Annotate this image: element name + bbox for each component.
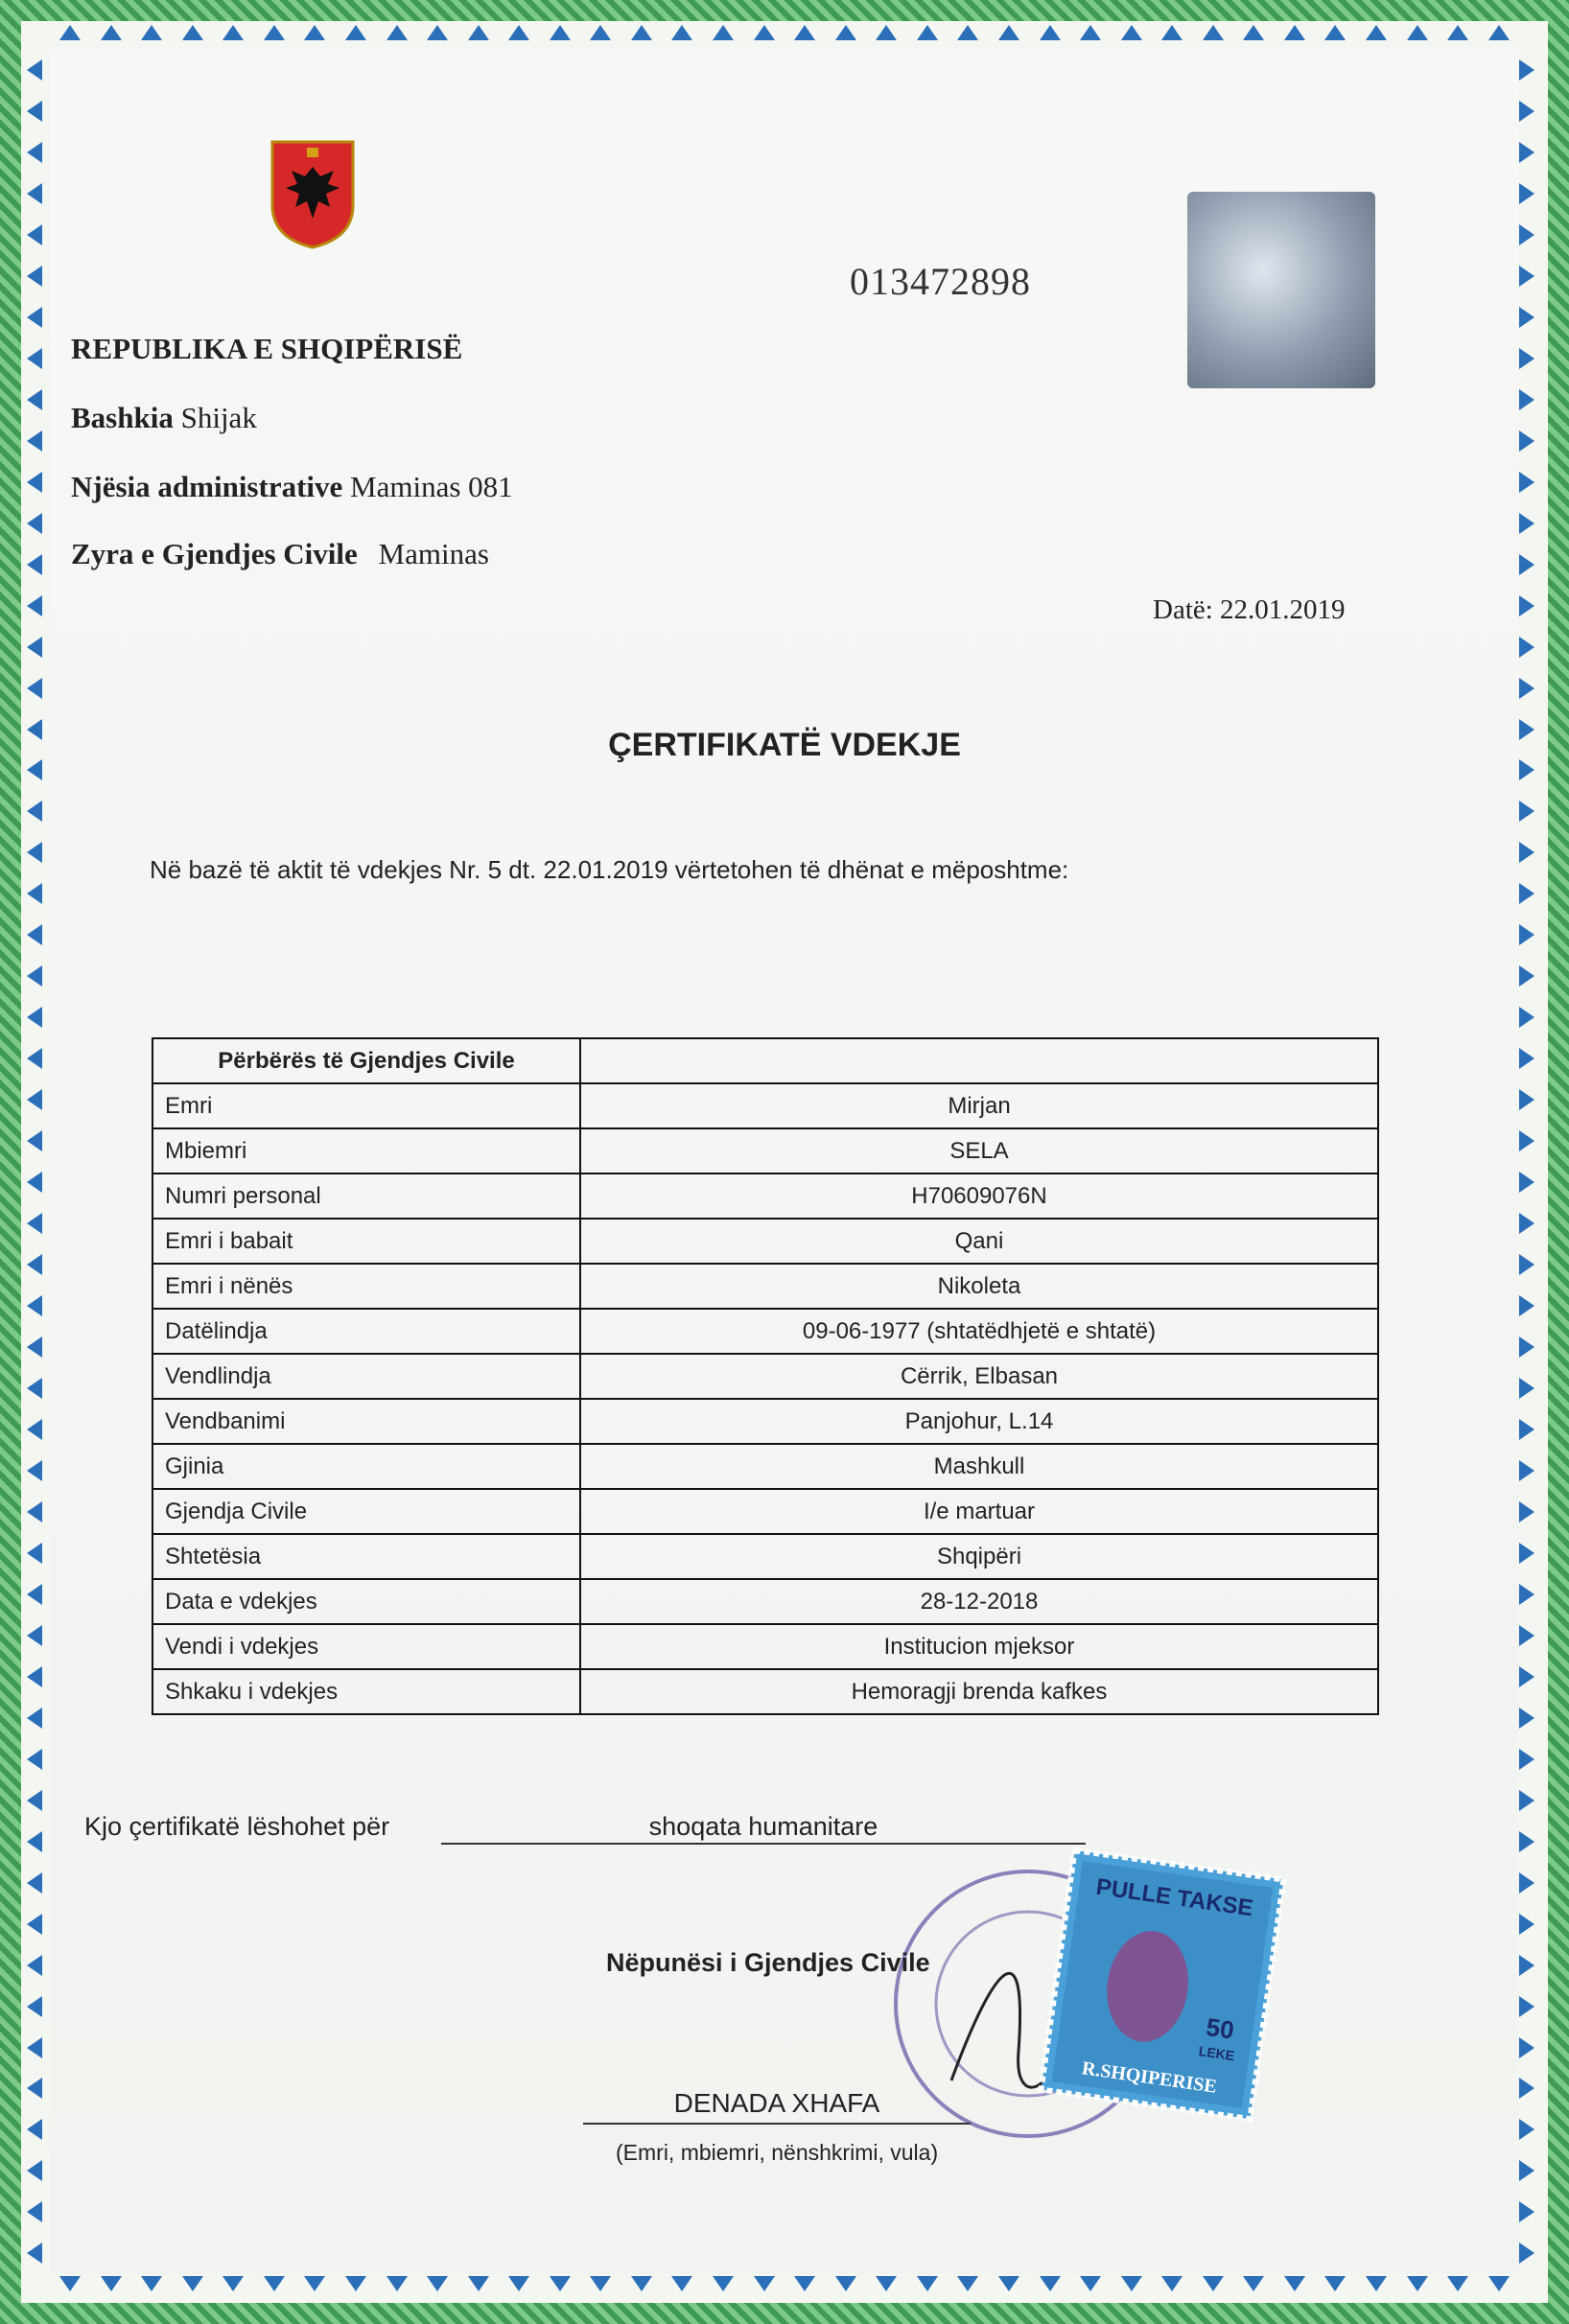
border-triangle — [27, 1089, 42, 1110]
border-triangle — [468, 2276, 489, 2291]
border-triangle — [917, 25, 938, 40]
civil-status-table — [152, 1037, 1379, 1715]
table-row — [152, 1669, 1378, 1714]
border-triangle — [27, 1378, 42, 1399]
border-triangle — [345, 25, 366, 40]
row-label: Vendlindja — [152, 1354, 580, 1399]
border-triangle — [1519, 965, 1534, 987]
border-triangle — [631, 2276, 652, 2291]
border-triangle — [713, 2276, 734, 2291]
border-triangle — [1519, 224, 1534, 245]
row-label: Data e vdekjes — [152, 1579, 580, 1624]
row-label: Emri i babait — [152, 1219, 580, 1264]
border-triangle — [27, 1295, 42, 1316]
office-line — [71, 537, 489, 571]
tax-stamp-currency: LEKE — [1197, 2043, 1236, 2064]
border-triangle — [101, 2276, 122, 2291]
border-triangle — [1519, 2037, 1534, 2058]
border-triangle — [1519, 1584, 1534, 1605]
issue-date: Datë: 22.01.2019 — [1153, 594, 1346, 625]
table-row — [152, 1534, 1378, 1579]
border-triangle — [1519, 883, 1534, 904]
border-triangle — [1488, 2276, 1510, 2291]
officer-title: Nëpunësi i Gjendjes Civile — [606, 1948, 930, 1977]
row-label: Vendi i vdekjes — [152, 1624, 580, 1669]
right-triangle-column — [1519, 59, 1542, 2265]
border-triangle — [386, 2276, 408, 2291]
tax-stamp-label: PULLE TAKSE — [1094, 1873, 1255, 1922]
border-triangle — [27, 801, 42, 822]
border-triangle — [27, 1419, 42, 1440]
border-triangle — [1519, 1625, 1534, 1646]
border-triangle — [1040, 2276, 1061, 2291]
border-triangle — [27, 1996, 42, 2017]
border-triangle — [27, 266, 42, 287]
border-triangle — [27, 513, 42, 534]
border-triangle — [27, 1336, 42, 1358]
row-label: Datëlindja — [152, 1309, 580, 1354]
border-triangle — [631, 25, 652, 40]
albanian-coat-of-arms-icon — [269, 138, 357, 249]
border-triangle — [1121, 25, 1142, 40]
border-triangle — [1243, 2276, 1264, 2291]
border-triangle — [1519, 1089, 1534, 1110]
border-triangle — [1519, 59, 1534, 81]
intro-text: Në bazë të aktit të vdekjes Nr. 5 dt. 22.01.2019 vërtetohen të dhënat e mëposhtme: — [150, 855, 1069, 884]
border-triangle — [1519, 1790, 1534, 1811]
border-triangle — [508, 25, 529, 40]
republic-heading: REPUBLIKA E SHQIPËRISË — [71, 332, 463, 365]
tax-stamp-amount: 50 — [1204, 2011, 1236, 2045]
border-triangle — [27, 2160, 42, 2181]
row-label: Shkaku i vdekjes — [152, 1669, 580, 1714]
border-triangle — [27, 2037, 42, 2058]
table-row — [152, 1624, 1378, 1669]
table-header-blank — [580, 1038, 1378, 1083]
border-triangle — [754, 25, 775, 40]
border-triangle — [27, 637, 42, 658]
border-triangle — [27, 101, 42, 122]
border-triangle — [27, 883, 42, 904]
border-triangle — [998, 2276, 1019, 2291]
border-triangle — [794, 2276, 815, 2291]
border-triangle — [27, 842, 42, 863]
row-label: Mbiemri — [152, 1128, 580, 1174]
border-triangle — [27, 1625, 42, 1646]
municipality-label: Bashkia — [71, 401, 174, 434]
border-triangle — [345, 2276, 366, 2291]
border-triangle — [1519, 759, 1534, 780]
border-triangle — [27, 307, 42, 328]
border-triangle — [27, 554, 42, 575]
border-triangle — [713, 25, 734, 40]
serial-number: 013472898 — [850, 260, 1031, 303]
table-header-row — [152, 1038, 1378, 1083]
border-triangle — [27, 1501, 42, 1522]
border-triangle — [1447, 2276, 1468, 2291]
border-triangle — [1324, 25, 1346, 40]
border-triangle — [1161, 2276, 1183, 2291]
border-triangle — [27, 389, 42, 410]
table-row — [152, 1399, 1378, 1444]
unit-line — [71, 470, 513, 504]
border-triangle — [1519, 595, 1534, 616]
border-triangle — [27, 1831, 42, 1852]
unit-value: Maminas 081 — [350, 470, 513, 503]
row-label: Emri — [152, 1083, 580, 1128]
border-triangle — [957, 25, 978, 40]
border-triangle — [1519, 1708, 1534, 1729]
border-triangle — [1519, 430, 1534, 452]
border-triangle — [1366, 25, 1387, 40]
border-triangle — [917, 2276, 938, 2291]
border-triangle — [1203, 25, 1224, 40]
border-triangle — [671, 2276, 692, 2291]
border-triangle — [27, 1172, 42, 1193]
border-triangle — [1407, 25, 1428, 40]
border-triangle — [794, 25, 815, 40]
border-triangle — [1284, 25, 1305, 40]
border-triangle — [27, 142, 42, 163]
border-triangle — [27, 1914, 42, 1935]
municipality-value: Shijak — [180, 401, 257, 434]
border-triangle — [27, 1708, 42, 1729]
border-triangle — [1519, 183, 1534, 204]
bottom-triangle-row — [59, 2276, 1510, 2299]
border-triangle — [1519, 1172, 1534, 1193]
row-value: Hemoragji brenda kafkes — [580, 1669, 1378, 1714]
border-triangle — [264, 25, 285, 40]
unit-label: Njësia administrative — [71, 470, 343, 503]
border-triangle — [1519, 1336, 1534, 1358]
border-triangle — [1161, 25, 1183, 40]
border-triangle — [59, 2276, 81, 2291]
border-triangle — [1519, 1666, 1534, 1687]
border-triangle — [1519, 1501, 1534, 1522]
border-triangle — [1519, 1213, 1534, 1234]
border-triangle — [876, 25, 897, 40]
row-label: Vendbanimi — [152, 1399, 580, 1444]
row-label: Gjinia — [152, 1444, 580, 1489]
border-triangle — [27, 183, 42, 204]
border-triangle — [835, 25, 856, 40]
issued-for-label: Kjo çertifikatë lëshohet për — [84, 1812, 390, 1841]
border-triangle — [1519, 678, 1534, 699]
border-triangle — [754, 2276, 775, 2291]
border-triangle — [27, 472, 42, 493]
row-label: Gjendja Civile — [152, 1489, 580, 1534]
border-triangle — [1407, 2276, 1428, 2291]
border-triangle — [1519, 1130, 1534, 1151]
table-header-label: Përbërës të Gjendjes Civile — [152, 1038, 580, 1083]
border-triangle — [468, 25, 489, 40]
border-triangle — [835, 2276, 856, 2291]
border-triangle — [550, 2276, 571, 2291]
border-triangle — [264, 2276, 285, 2291]
border-triangle — [1121, 2276, 1142, 2291]
border-triangle — [1519, 1955, 1534, 1976]
border-triangle — [27, 348, 42, 369]
border-triangle — [1519, 472, 1534, 493]
border-triangle — [1519, 1996, 1534, 2017]
border-triangle — [27, 1130, 42, 1151]
border-triangle — [1519, 142, 1534, 163]
border-triangle — [27, 2243, 42, 2264]
border-triangle — [27, 924, 42, 945]
border-triangle — [1080, 2276, 1101, 2291]
border-triangle — [1519, 101, 1534, 122]
border-triangle — [27, 678, 42, 699]
top-triangle-row — [59, 25, 1510, 48]
border-triangle — [550, 25, 571, 40]
border-triangle — [1519, 1419, 1534, 1440]
border-triangle — [590, 25, 611, 40]
border-triangle — [1080, 25, 1101, 40]
border-triangle — [957, 2276, 978, 2291]
border-triangle — [304, 25, 325, 40]
border-triangle — [27, 1872, 42, 1894]
row-value: Institucion mjeksor — [580, 1624, 1378, 1669]
border-triangle — [27, 1543, 42, 1564]
border-triangle — [386, 25, 408, 40]
border-triangle — [222, 25, 244, 40]
border-triangle — [1203, 2276, 1224, 2291]
border-triangle — [27, 1048, 42, 1069]
issued-for-underline — [441, 1843, 1086, 1845]
row-value: Panjohur, L.14 — [580, 1399, 1378, 1444]
border-triangle — [222, 2276, 244, 2291]
border-triangle — [671, 25, 692, 40]
table-row — [152, 1354, 1378, 1399]
border-triangle — [1519, 637, 1534, 658]
border-triangle — [1519, 1378, 1534, 1399]
border-triangle — [1519, 348, 1534, 369]
border-triangle — [27, 595, 42, 616]
border-triangle — [27, 1584, 42, 1605]
border-triangle — [1366, 2276, 1387, 2291]
office-label: Zyra e Gjendjes Civile — [71, 537, 358, 570]
row-value: Mirjan — [580, 1083, 1378, 1128]
left-triangle-column — [27, 59, 50, 2265]
border-triangle — [1519, 266, 1534, 287]
border-triangle — [182, 25, 203, 40]
border-triangle — [27, 1666, 42, 1687]
border-triangle — [1519, 842, 1534, 863]
border-triangle — [27, 1749, 42, 1770]
row-value: SELA — [580, 1128, 1378, 1174]
border-triangle — [1519, 1048, 1534, 1069]
border-triangle — [1519, 719, 1534, 740]
border-triangle — [27, 719, 42, 740]
border-triangle — [1519, 2078, 1534, 2099]
border-triangle — [27, 1955, 42, 1976]
border-triangle — [1519, 1295, 1534, 1316]
page-title: ÇERTIFIKATË VDEKJE — [608, 727, 961, 763]
border-triangle — [27, 430, 42, 452]
border-triangle — [1488, 25, 1510, 40]
border-triangle — [27, 1254, 42, 1275]
border-triangle — [427, 25, 448, 40]
officer-name: DENADA XHAFA — [673, 2088, 880, 2118]
border-triangle — [1519, 513, 1534, 534]
row-value: 28-12-2018 — [580, 1579, 1378, 1624]
table-row — [152, 1309, 1378, 1354]
row-label: Numri personal — [152, 1174, 580, 1219]
certificate-paper — [50, 50, 1519, 2274]
tax-stamp-icon — [1038, 1845, 1287, 2125]
signature-caption: (Emri, mbiemri, nënshkrimi, vula) — [616, 2140, 939, 2165]
border-triangle — [1519, 2160, 1534, 2181]
table-row — [152, 1219, 1378, 1264]
row-value: Cërrik, Elbasan — [580, 1354, 1378, 1399]
tax-stamp-country: R.SHQIPERISE — [1080, 2057, 1219, 2098]
hologram-sticker — [1187, 192, 1375, 388]
border-triangle — [1324, 2276, 1346, 2291]
border-triangle — [27, 965, 42, 987]
border-triangle — [59, 25, 81, 40]
border-triangle — [1519, 1543, 1534, 1564]
row-label: Emri i nënës — [152, 1264, 580, 1309]
border-triangle — [27, 59, 42, 81]
row-value: Qani — [580, 1219, 1378, 1264]
table-row — [152, 1174, 1378, 1219]
border-triangle — [1243, 25, 1264, 40]
table-row — [152, 1083, 1378, 1128]
border-triangle — [141, 2276, 162, 2291]
border-triangle — [1447, 25, 1468, 40]
border-triangle — [1519, 924, 1534, 945]
border-triangle — [27, 759, 42, 780]
border-triangle — [304, 2276, 325, 2291]
border-triangle — [1519, 1460, 1534, 1481]
border-triangle — [141, 25, 162, 40]
border-triangle — [1519, 554, 1534, 575]
border-triangle — [508, 2276, 529, 2291]
border-triangle — [1519, 1872, 1534, 1894]
border-triangle — [27, 2119, 42, 2140]
row-value: H70609076N — [580, 1174, 1378, 1219]
border-triangle — [1519, 1914, 1534, 1935]
row-value: Nikoleta — [580, 1264, 1378, 1309]
border-triangle — [27, 224, 42, 245]
border-triangle — [998, 25, 1019, 40]
border-triangle — [1519, 1007, 1534, 1028]
table-row — [152, 1264, 1378, 1309]
row-value: Shqipëri — [580, 1534, 1378, 1579]
border-triangle — [590, 2276, 611, 2291]
border-triangle — [1040, 25, 1061, 40]
border-triangle — [1519, 1831, 1534, 1852]
table-row — [152, 1444, 1378, 1489]
border-triangle — [1519, 801, 1534, 822]
office-value: Maminas — [378, 537, 489, 570]
border-triangle — [27, 1460, 42, 1481]
border-triangle — [1519, 389, 1534, 410]
table-row — [152, 1579, 1378, 1624]
border-triangle — [182, 2276, 203, 2291]
issued-for-value: shoqata humanitare — [648, 1812, 878, 1841]
border-triangle — [27, 2078, 42, 2099]
table-row — [152, 1128, 1378, 1174]
border-triangle — [1519, 2201, 1534, 2222]
border-triangle — [27, 1007, 42, 1028]
row-value: Mashkull — [580, 1444, 1378, 1489]
border-triangle — [1284, 2276, 1305, 2291]
row-label: Shtetësia — [152, 1534, 580, 1579]
border-triangle — [1519, 307, 1534, 328]
row-value: 09-06-1977 (shtatëdhjetë e shtatë) — [580, 1309, 1378, 1354]
officer-name-underline — [583, 2123, 971, 2125]
border-triangle — [1519, 2119, 1534, 2140]
row-value: I/e martuar — [580, 1489, 1378, 1534]
border-triangle — [427, 2276, 448, 2291]
border-triangle — [27, 1790, 42, 1811]
border-triangle — [1519, 1254, 1534, 1275]
border-triangle — [1519, 2243, 1534, 2264]
border-triangle — [876, 2276, 897, 2291]
border-triangle — [101, 25, 122, 40]
border-triangle — [27, 2201, 42, 2222]
border-triangle — [27, 1213, 42, 1234]
border-triangle — [1519, 1749, 1534, 1770]
table-row — [152, 1489, 1378, 1534]
municipality-line — [71, 401, 257, 435]
